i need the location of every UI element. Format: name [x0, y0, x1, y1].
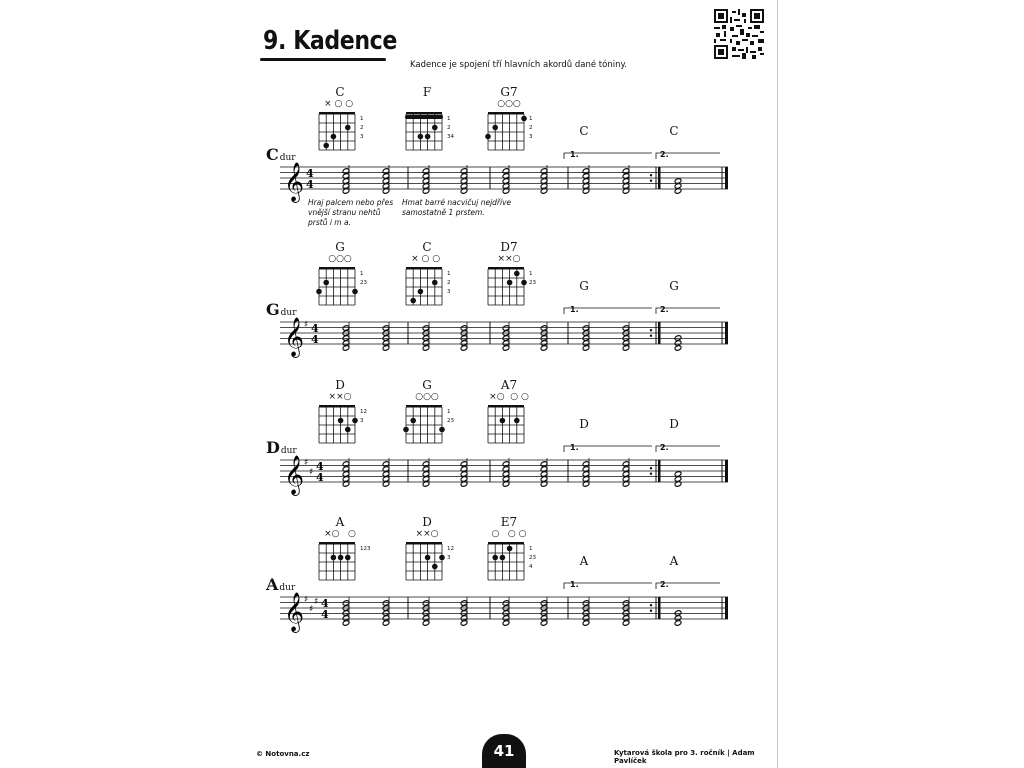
repeat-dot	[650, 180, 652, 182]
chord-notes	[622, 165, 630, 194]
finger-number: 3	[447, 555, 451, 561]
volta-bracket	[564, 446, 652, 452]
repeat-dot	[650, 604, 652, 606]
time-signature-bottom: 4	[311, 333, 319, 346]
chord-diagram	[405, 540, 445, 584]
finger-number: 1	[360, 116, 364, 122]
ending-chord-name: D	[669, 417, 679, 431]
finger-dot	[432, 125, 438, 131]
key-letter: G	[266, 300, 280, 319]
chord-notes	[342, 322, 350, 351]
chord-diagram-name: G	[335, 240, 345, 254]
chord-notes	[502, 165, 510, 194]
chord-notes	[342, 597, 350, 626]
finger-dot	[507, 280, 513, 286]
finger-dot	[338, 555, 344, 561]
finger-number: 34	[447, 134, 454, 140]
treble-clef-icon: 𝄞	[284, 317, 305, 357]
repeat-bar	[658, 167, 661, 189]
repeat-bar	[658, 597, 661, 619]
finger-number: 1	[529, 546, 533, 552]
time-signature-bottom: 4	[306, 178, 314, 191]
chord-notes	[460, 458, 468, 487]
finger-number: 23	[360, 280, 367, 286]
ending-chord-name: A	[669, 554, 679, 568]
chord-notes	[382, 322, 390, 351]
cadence-section-a	[250, 515, 777, 655]
page-number: 41	[493, 742, 515, 760]
chord-diagram-name: D	[422, 515, 432, 529]
footer-publisher: © Notovna.cz	[256, 750, 310, 758]
final-bar	[725, 322, 728, 344]
chord-notes	[382, 165, 390, 194]
chord-notes	[582, 165, 590, 194]
volta-bracket-label: 1.	[570, 580, 579, 589]
chord-diagram-name: G	[422, 378, 432, 392]
repeat-bar	[658, 460, 661, 482]
chord-notes	[540, 165, 548, 194]
finger-dot	[410, 418, 416, 424]
finger-number: 3	[360, 418, 364, 424]
string-markers: ××○	[328, 392, 352, 402]
finger-dot	[323, 143, 329, 149]
volta-bracket-label: 2.	[660, 580, 669, 589]
sharp-sign-icon: ♯	[304, 458, 309, 468]
key-suffix: dur	[280, 308, 297, 318]
finger-number: 1	[529, 116, 533, 122]
finger-dot	[331, 134, 337, 140]
chord-notes	[422, 322, 430, 351]
finger-number: 2	[447, 280, 451, 286]
finger-dot	[410, 298, 416, 304]
volta-bracket	[656, 153, 720, 159]
cadence-section-c	[250, 85, 777, 225]
finger-number: 12	[360, 409, 367, 415]
chord-notes	[502, 597, 510, 626]
page-subtitle: Kadence je spojení tří hlavních akordů dané tóniny.	[410, 60, 627, 70]
finger-dot	[403, 427, 409, 433]
chord-diagram	[405, 403, 445, 447]
chord-diagram-name: C	[335, 85, 345, 99]
music-staff	[280, 446, 730, 506]
chord-notes	[422, 458, 430, 487]
chord-notes	[540, 458, 548, 487]
chord-notes	[342, 458, 350, 487]
finger-dot	[514, 271, 520, 277]
finger-dot	[432, 564, 438, 570]
title-underline	[260, 58, 386, 61]
time-signature-bottom: 4	[321, 608, 329, 621]
finger-dot	[316, 289, 322, 295]
sharp-sign-icon: ♯	[309, 467, 314, 478]
repeat-dot	[650, 335, 652, 337]
chord-notes	[382, 458, 390, 487]
repeat-dot	[650, 473, 652, 475]
finger-number: 123	[360, 546, 371, 552]
time-signature-top: 4	[306, 167, 314, 180]
volta-bracket	[564, 308, 652, 314]
chord-notes	[502, 322, 510, 351]
chord-notes	[460, 597, 468, 626]
chord-notes	[582, 458, 590, 487]
sharp-sign-icon: ♯	[314, 596, 319, 607]
music-staff	[280, 583, 730, 643]
finger-dot	[485, 134, 491, 140]
chord-notes	[622, 458, 630, 487]
string-markers: ×○ ○	[324, 529, 356, 539]
volta-bracket-label: 1.	[570, 150, 579, 159]
repeat-bar	[658, 322, 661, 344]
finger-dot	[345, 125, 351, 131]
time-signature-bottom: 4	[316, 471, 324, 484]
chord-notes	[674, 610, 682, 626]
volta-bracket-label: 2.	[660, 305, 669, 314]
finger-dot	[492, 555, 498, 561]
finger-number: 2	[360, 125, 364, 131]
string-markers: ○ ○ ○	[491, 529, 527, 539]
final-bar	[725, 167, 728, 189]
treble-clef-icon: 𝄞	[284, 162, 305, 202]
page-title: 9. Kadence	[263, 26, 397, 56]
string-markers: ○○○	[328, 254, 352, 264]
note-head	[674, 335, 682, 341]
string-markers: ×○ ○ ○	[489, 392, 529, 402]
finger-dot	[418, 289, 424, 295]
volta-bracket	[656, 446, 720, 452]
page-edge	[777, 0, 778, 768]
finger-dot	[514, 418, 520, 424]
finger-number: 4	[529, 564, 533, 570]
chord-diagram	[318, 403, 358, 447]
chord-notes	[422, 165, 430, 194]
chord-diagram	[487, 540, 527, 584]
book-page	[250, 0, 777, 768]
final-bar	[725, 460, 728, 482]
chord-notes	[540, 597, 548, 626]
key-letter: C	[266, 145, 279, 164]
finger-dot	[492, 125, 498, 131]
string-markers: ○○○	[497, 99, 521, 109]
time-signature-top: 4	[311, 322, 319, 335]
repeat-dot	[650, 329, 652, 331]
chord-diagram	[318, 540, 358, 584]
sharp-sign-icon: ♯	[309, 604, 314, 615]
volta-bracket	[564, 153, 652, 159]
volta-bracket	[564, 583, 652, 589]
chord-diagram	[405, 265, 445, 309]
volta-bracket	[656, 308, 720, 314]
finger-dot	[345, 555, 351, 561]
repeat-dot	[650, 174, 652, 176]
ending-chord-name: G	[579, 279, 589, 293]
finger-number: 2	[529, 125, 533, 131]
qr-code-icon	[714, 9, 764, 59]
chord-diagram	[487, 403, 527, 447]
finger-dot	[345, 427, 351, 433]
finger-dot	[418, 134, 424, 140]
chord-notes	[502, 458, 510, 487]
instruction-note: Hraj palcem nebo přes vnější stranu nehtů prstů i m a.	[308, 198, 394, 227]
volta-bracket-label: 2.	[660, 443, 669, 452]
chord-notes	[582, 322, 590, 351]
chord-notes	[540, 322, 548, 351]
note-head	[674, 610, 682, 616]
chord-notes	[460, 322, 468, 351]
finger-dot	[352, 289, 358, 295]
string-markers: × ○ ○	[411, 254, 443, 264]
string-markers: × ○ ○	[324, 99, 356, 109]
repeat-dot	[650, 610, 652, 612]
treble-clef-icon: 𝄞	[284, 455, 305, 495]
instruction-note: Hmat barré nacvičuj nejdříve samostatně 1 prstem.	[402, 198, 512, 217]
finger-number: 23	[529, 555, 536, 561]
chord-diagram-name: C	[422, 240, 432, 254]
chord-diagram	[405, 110, 445, 154]
key-letter: A	[266, 575, 279, 594]
key-suffix: dur	[279, 583, 296, 593]
sharp-sign-icon: ♯	[304, 595, 309, 605]
string-markers: ××○	[497, 254, 521, 264]
finger-dot	[331, 555, 337, 561]
finger-number: 1	[447, 116, 451, 122]
finger-dot	[432, 280, 438, 286]
chord-diagram	[318, 265, 358, 309]
ending-chord-name: C	[579, 124, 589, 138]
cadence-section-d	[250, 378, 777, 518]
finger-number: 3	[447, 289, 451, 295]
finger-number: 3	[360, 134, 364, 140]
finger-number: 12	[447, 546, 454, 552]
finger-number: 1	[529, 271, 533, 277]
volta-bracket	[656, 583, 720, 589]
chord-notes	[342, 165, 350, 194]
final-bar	[725, 597, 728, 619]
chord-notes	[622, 597, 630, 626]
volta-bracket-label: 1.	[570, 443, 579, 452]
finger-number: 1	[447, 271, 451, 277]
finger-number: 1	[360, 271, 364, 277]
finger-dot	[507, 546, 513, 552]
volta-bracket-label: 1.	[570, 305, 579, 314]
finger-number: 23	[447, 418, 454, 424]
finger-dot	[521, 280, 527, 286]
chord-diagram-name: D7	[500, 240, 518, 254]
chord-notes	[382, 597, 390, 626]
cadence-section-g	[250, 240, 777, 380]
chord-diagram-name: E7	[500, 515, 518, 529]
ending-chord-name: A	[579, 554, 589, 568]
finger-number: 3	[529, 134, 533, 140]
chord-diagram-name: F	[422, 85, 432, 99]
volta-bracket-label: 2.	[660, 150, 669, 159]
chord-diagram-name: A7	[500, 378, 518, 392]
finger-dot	[500, 418, 506, 424]
finger-number: 1	[447, 409, 451, 415]
chord-notes	[674, 178, 682, 194]
chord-notes	[674, 335, 682, 351]
finger-dot	[323, 280, 329, 286]
finger-number: 2	[447, 125, 451, 131]
finger-dot	[338, 418, 344, 424]
time-signature-top: 4	[321, 597, 329, 610]
finger-dot	[521, 116, 527, 122]
barre-bar	[405, 115, 443, 119]
finger-dot	[425, 555, 431, 561]
key-suffix: dur	[279, 153, 296, 163]
sharp-sign-icon: ♯	[304, 320, 309, 330]
chord-notes	[622, 322, 630, 351]
chord-notes	[582, 597, 590, 626]
chord-diagram-name: D	[335, 378, 345, 392]
repeat-dot	[650, 467, 652, 469]
ending-chord-name: D	[579, 417, 589, 431]
string-markers: ○○○	[415, 392, 439, 402]
chord-diagram-name: G7	[500, 85, 518, 99]
chord-diagram	[487, 265, 527, 309]
string-markers: ××○	[415, 529, 439, 539]
key-letter: D	[266, 438, 280, 457]
chord-notes	[422, 597, 430, 626]
chord-diagram	[487, 110, 527, 154]
time-signature-top: 4	[316, 460, 324, 473]
ending-chord-name: G	[669, 279, 679, 293]
finger-dot	[439, 427, 445, 433]
finger-dot	[439, 555, 445, 561]
music-staff	[280, 308, 730, 368]
footer-book-title: Kytarová škola pro 3. ročník | Adam Pavlíček	[614, 749, 755, 765]
finger-dot	[500, 555, 506, 561]
treble-clef-icon: 𝄞	[284, 592, 305, 632]
chord-notes	[674, 471, 682, 487]
key-suffix: dur	[280, 446, 297, 456]
chord-notes	[460, 165, 468, 194]
chord-diagram-name: A	[335, 515, 345, 529]
ending-chord-name: C	[669, 124, 679, 138]
finger-number: 23	[529, 280, 536, 286]
finger-dot	[352, 418, 358, 424]
finger-dot	[425, 134, 431, 140]
chord-diagram	[318, 110, 358, 154]
